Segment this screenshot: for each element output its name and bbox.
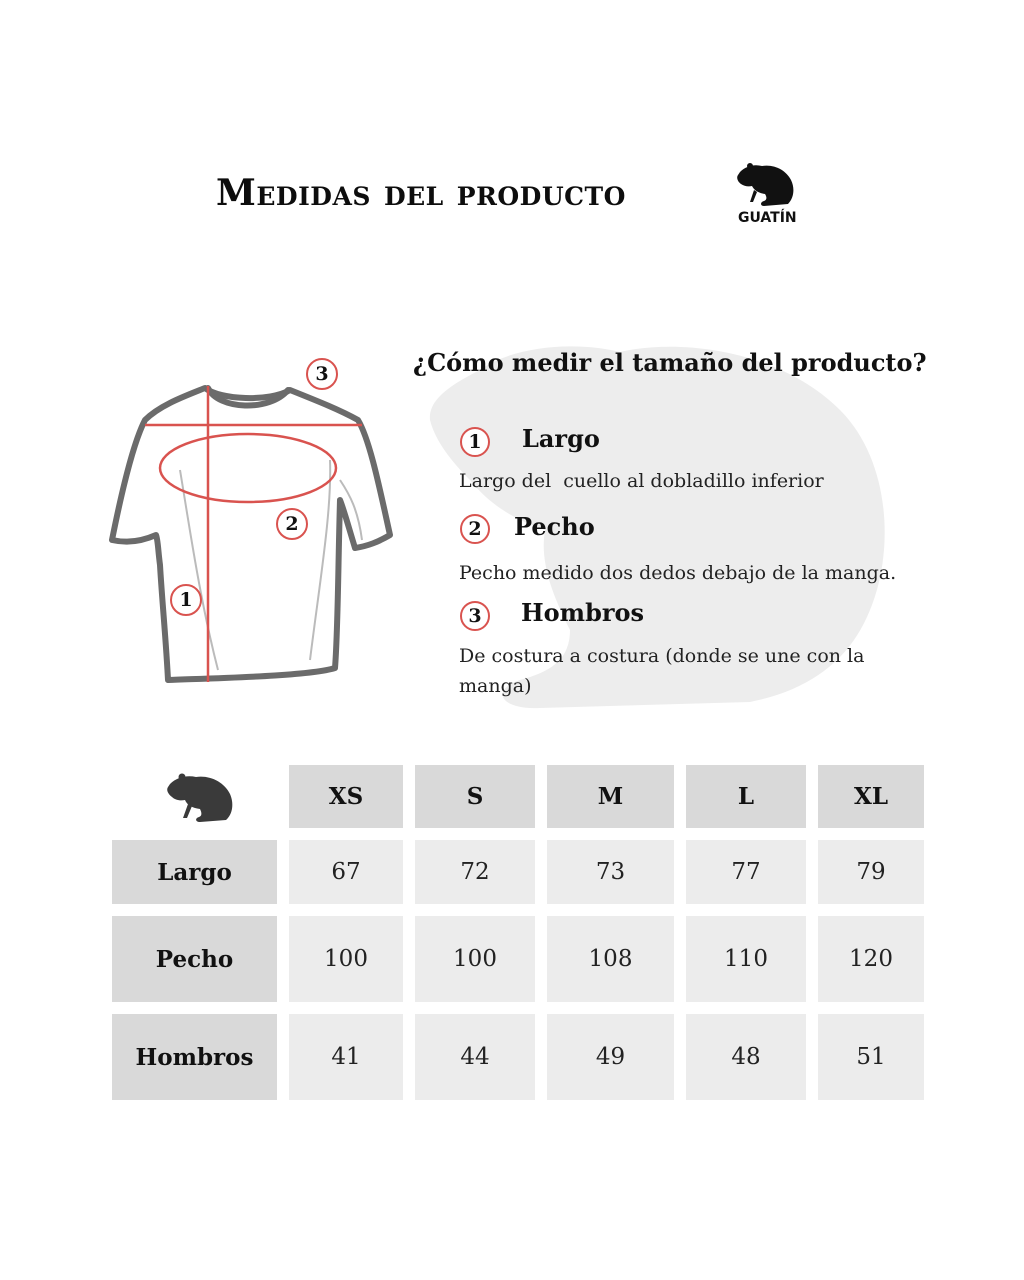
- table-cell: 73: [547, 840, 674, 904]
- capybara-table-icon: [164, 770, 236, 824]
- table-cell: 79: [818, 840, 924, 904]
- size-header-l: L: [686, 765, 806, 828]
- brand-logo: [734, 160, 804, 230]
- step-3-description: De costura a costura (donde se une con la manga): [459, 645, 865, 697]
- step-2-number: 2: [460, 514, 490, 544]
- step-3-label: Hombros: [521, 598, 645, 627]
- step-2-label: Pecho: [514, 512, 595, 541]
- table-cell: 49: [547, 1014, 674, 1100]
- shirt-marker-2: 2: [276, 508, 308, 540]
- step-1-label: Largo: [522, 424, 600, 453]
- tshirt-outline-icon: [100, 350, 400, 695]
- shirt-marker-1: 1: [170, 584, 202, 616]
- table-cell: 67: [289, 840, 403, 904]
- table-cell: 108: [547, 916, 674, 1002]
- row-header-pecho: Pecho: [112, 916, 277, 1002]
- brand-name: GUATÍN: [738, 210, 797, 226]
- table-cell: 72: [415, 840, 535, 904]
- table-cell: 77: [686, 840, 806, 904]
- howto-title: ¿Cómo medir el tamaño del producto?: [413, 348, 927, 377]
- capybara-logo-icon: [734, 160, 796, 208]
- step-2-description: Pecho medido dos dedos debajo de la manga.: [459, 562, 897, 584]
- table-cell: 100: [415, 916, 535, 1002]
- table-cell: 41: [289, 1014, 403, 1100]
- step-1-description: Largo del cuello al dobladillo inferior: [459, 470, 824, 492]
- size-header-xs: XS: [289, 765, 403, 828]
- row-header-hombros: Hombros: [112, 1014, 277, 1100]
- size-header-m: M: [547, 765, 674, 828]
- table-cell: 44: [415, 1014, 535, 1100]
- page-title: Medidas del producto: [216, 172, 626, 214]
- row-header-largo: Largo: [112, 840, 277, 904]
- table-cell: 100: [289, 916, 403, 1002]
- size-header-xl: XL: [818, 765, 924, 828]
- size-header-s: S: [415, 765, 535, 828]
- shirt-marker-3: 3: [306, 358, 338, 390]
- step-1-number: 1: [460, 427, 490, 457]
- table-cell: 120: [818, 916, 924, 1002]
- step-3-number: 3: [460, 601, 490, 631]
- table-cell: 48: [686, 1014, 806, 1100]
- table-cell: 51: [818, 1014, 924, 1100]
- table-cell: 110: [686, 916, 806, 1002]
